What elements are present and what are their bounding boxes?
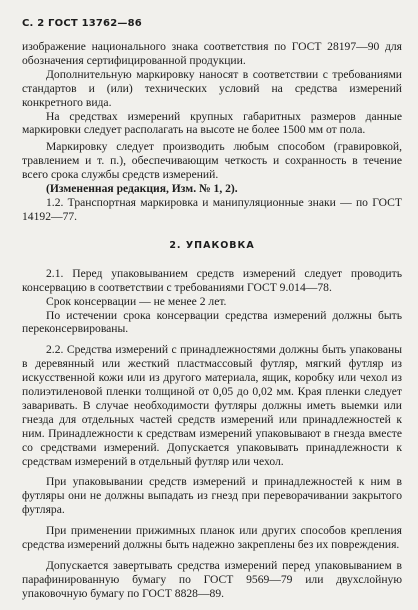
paragraph-large-instruments: На средствах измерений крупных габаритных размеров данные маркировки следует располагать на высоте не более 1500 мм от пола. (22, 109, 402, 137)
paragraph-preservation-term: Срок консервации — не менее 2 лет. (46, 294, 227, 308)
paragraph-1-2: 1.2. Транспортная маркировка и манипуляционные знаки — по ГОСТ 14192—77. (22, 195, 402, 223)
paragraph-2-1: 2.1. Перед упаковыванием средств измерений следует проводить консервацию в соответствии с требованиями ГОСТ 9.014—78. (22, 266, 402, 294)
paragraph-represervation: По истечении срока консервации средства измерений должны быть переконсервированы. (22, 308, 402, 336)
paragraph-marking-method: Маркировку следует производить любым способом (гравировкой, травлением и т. п.), обеспечивающим четкость и сохранность в течение всего срока службы средств измерений. (22, 140, 402, 182)
paragraph-wrapping: Допускается завертывать средства измерений перед упаковыванием в парафинированную бумагу по ГОСТ 9569—79 или двухслойную упаковочную бумагу по ГОСТ 8828—89. (22, 559, 402, 600)
page-header: С. 2 ГОСТ 13762—86 (22, 18, 142, 29)
paragraph-additional-marking: Дополнительную маркировку наносят в соответствии с требованиями стандартов и (или) технических условий на средства измерений конкретного вида. (22, 67, 402, 109)
amendment-note: (Измененная редакция, Изм. № 1, 2). (46, 182, 238, 196)
paragraph-continuation: изображение национального знака соответствия по ГОСТ 28197—90 для обозначения сертифицированной продукции. (22, 40, 402, 67)
paragraph-2-2: 2.2. Средства измерений с принадлежностями должны быть упакованы в деревянный или жесткий пластмассовый футляр, мягкий футляр из искусственной кожи или из другого материала, ящик, коробку или чехол из полиэтиленовой пленки толщиной от 0,05 до 0,02 мм. Края пленки следует заваривать. В случае необходимости футляры должны иметь выемки или гнезда для отдельных частей средств измерений или принадлежностей к ним. Принадлежности к средствам измерений упаковывают в гнезда вместе со средствами измерений. Допускается упаковывать принадлежности к средствам измерений в отдельный футляр или чехол. (22, 343, 402, 468)
paragraph-fastening: При применении прижимных планок или других способов крепления средства измерений должны быть надежно закреплены без их повреждения. (22, 524, 402, 552)
document-body (22, 40, 402, 601)
paragraph-packing-accessories: При упаковывании средств измерений и принадлежностей к ним в футляры они не должны выпадать из гнезд при переворачивании закрытого футляра. (22, 475, 402, 517)
section-title: 2. УПАКОВКА (169, 239, 255, 251)
